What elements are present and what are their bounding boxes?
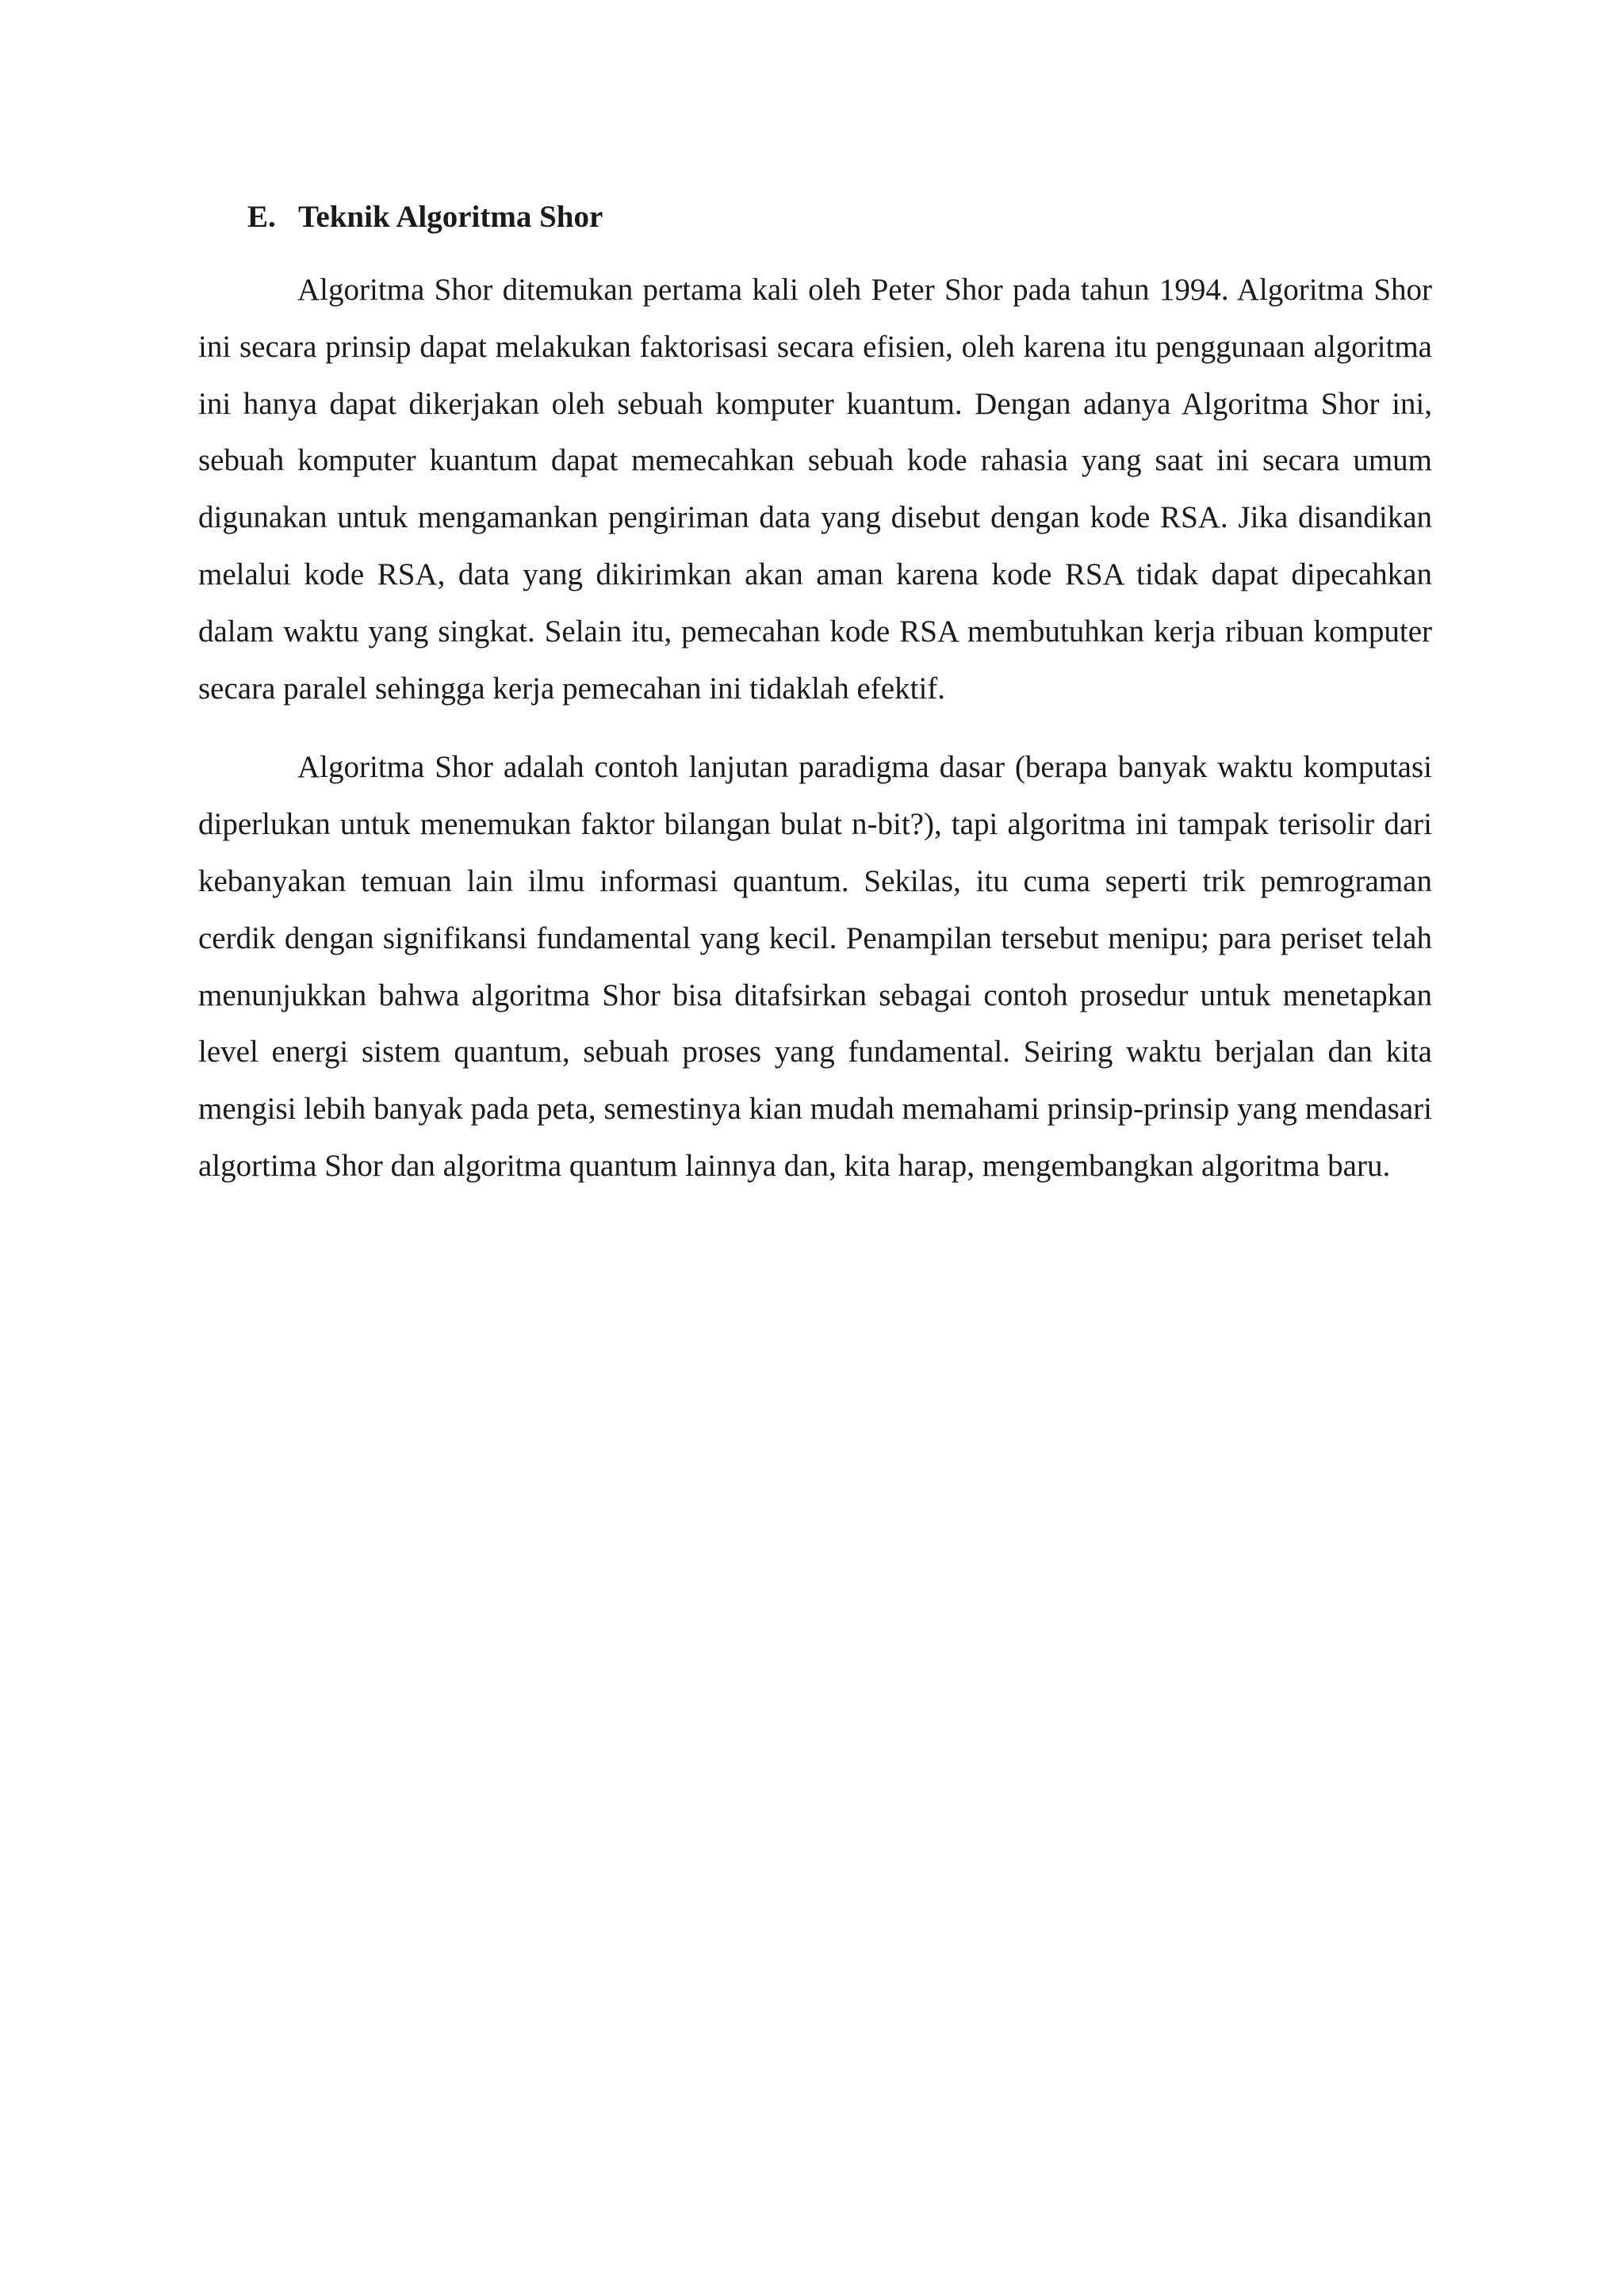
section-title: Teknik Algoritma Shor bbox=[298, 200, 603, 234]
page-content bbox=[198, 193, 1432, 1217]
section-heading bbox=[198, 193, 1432, 241]
paragraph-2: Algoritma Shor adalah contoh lanjutan paradigma dasar (berapa banyak waktu komputasi diperlukan untuk menemukan faktor bilangan bulat n-bit?), tapi algoritma ini tampak terisolir dari kebanyakan temuan lain ilmu informasi quantum. Sekilas, itu cuma seperti trik pemrograman cerdik dengan signifikansi fundamental yang kecil. Penampilan tersebut menipu; para periset telah menunjukkan bahwa algoritma Shor bisa ditafsirkan sebagai contoh prosedur untuk menetapkan level energi sistem quantum, sebuah proses yang fundamental. Seiring waktu berjalan dan kita mengisi lebih banyak pada peta, semestinya kian mudah memahami prinsip-prinsip yang mendasari algortima Shor dan algoritma quantum lainnya dan, kita harap, mengembangkan algoritma baru. bbox=[198, 750, 1432, 1183]
section-letter: E. bbox=[247, 200, 276, 234]
paragraph-1: Algoritma Shor ditemukan pertama kali oleh Peter Shor pada tahun 1994. Algoritma Shor ini secara prinsip dapat melakukan faktorisasi secara efisien, oleh karena itu penggunaan algoritma ini hanya dapat dikerjakan oleh sebuah komputer kuantum. Dengan adanya Algoritma Shor ini, sebuah komputer kuantum dapat memecahkan sebuah kode rahasia yang saat ini secara umum digunakan untuk mengamankan pengiriman data yang disebut dengan kode RSA. Jika disandikan melalui kode RSA, data yang dikirimkan akan aman karena kode RSA tidak dapat dipecahkan dalam waktu yang singkat. Selain itu, pemecahan kode RSA membutuhkan kerja ribuan komputer secara paralel sehingga kerja pemecahan ini tidaklah efektif. bbox=[198, 273, 1432, 706]
